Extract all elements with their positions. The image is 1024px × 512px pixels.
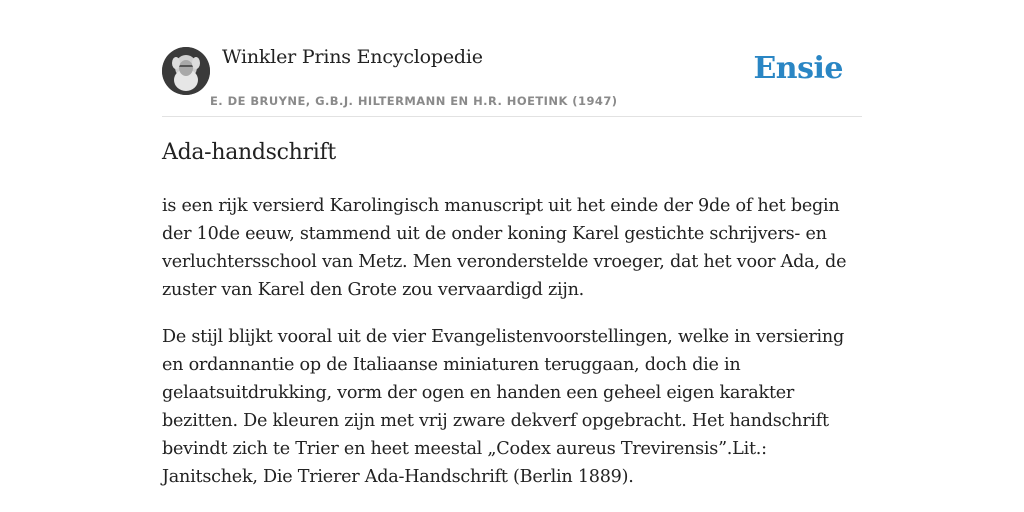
article-paragraph: is een rijk versierd Karolingisch manuscript uit het einde der 9de of het begin der 10de eeuw, stammend uit de onder koning Karel gestichte schrijvers- en verluchtersschool van Metz. Men veronderstelde vroeger, dat het voor Ada, de zuster van Karel den Grote zou vervaardigd zijn. xyxy=(162,196,847,300)
source-header xyxy=(162,0,862,117)
author-avatar[interactable] xyxy=(162,47,210,95)
portrait-icon xyxy=(162,47,210,95)
source-title[interactable]: Winkler Prins Encyclopedie xyxy=(222,46,483,68)
page-container xyxy=(162,0,862,487)
article-title: Ada-handschrift xyxy=(162,140,336,165)
brand-logo[interactable]: Ensie xyxy=(753,51,843,86)
source-authors: E. DE BRUYNE, G.B.J. HILTERMANN EN H.R. HOETINK (1947) xyxy=(210,94,618,108)
article-paragraph: De stijl blijkt vooral uit de vier Evangelistenvoorstellingen, welke in versiering en ordannantie op de Italiaanse miniaturen teruggaan, doch die in gelaatsuitdrukking, vorm der ogen en handen een geheel eigen karakter bezitten. De kleuren zijn met vrij zware dekverf opgebracht. Het handschrift bevindt zich te Trier en heet meestal „Codex aureus Trevirensis”.Lit.: Janitschek, Die Trierer Ada-Handschrift (Berlin 1889). xyxy=(162,327,845,487)
